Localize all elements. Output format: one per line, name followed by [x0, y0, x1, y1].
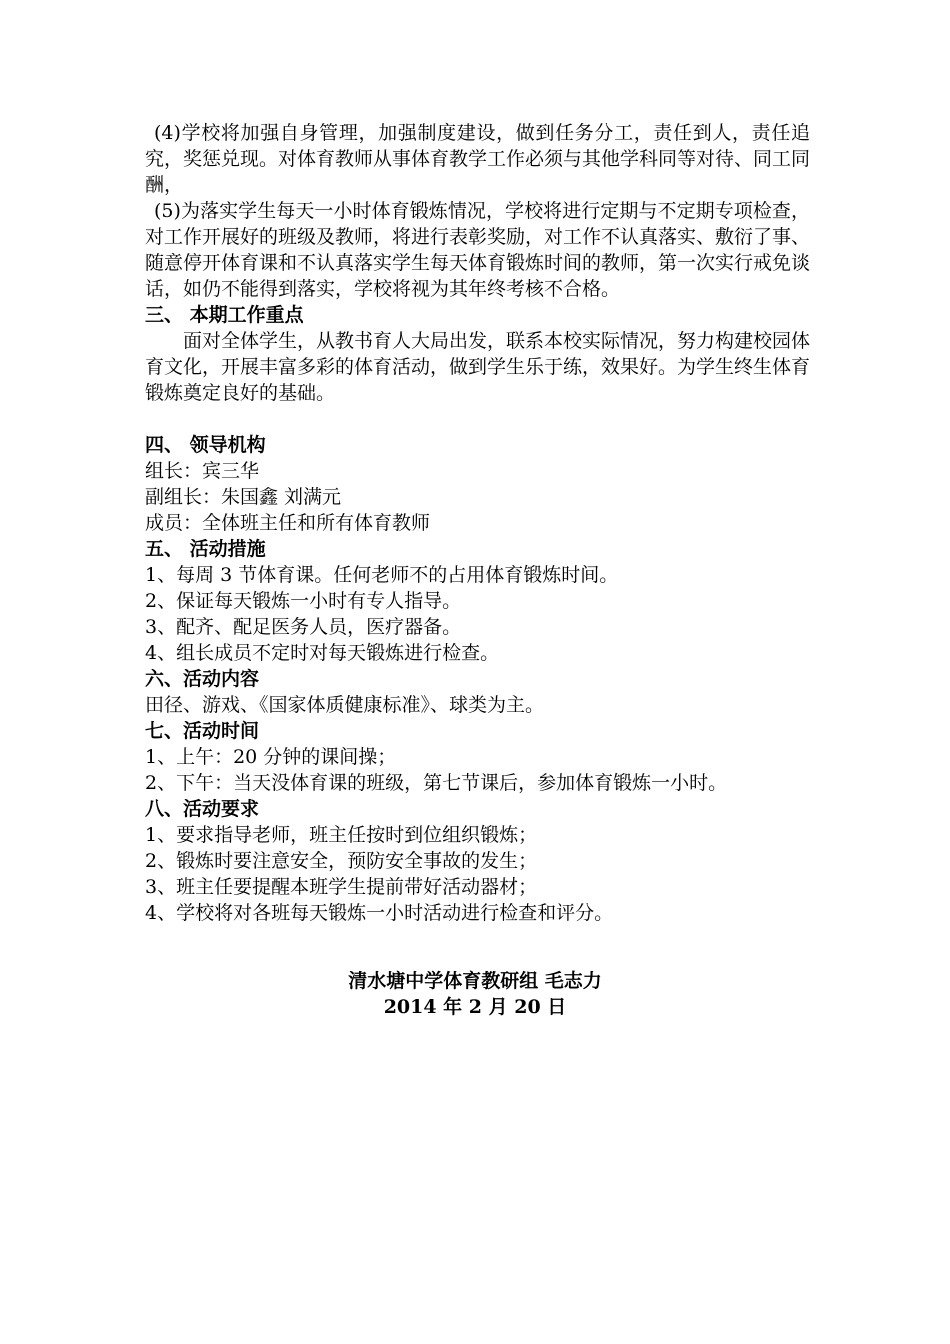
- section-4-heading: 四、 领导机构: [145, 434, 266, 456]
- time-item: 2、下午：当天没体育课的班级，第七节课后，参加体育锻炼一小时。: [145, 772, 728, 794]
- signature-block: [0, 968, 950, 1020]
- requirement-item: 3、班主任要提醒本班学生提前带好活动器材；: [145, 876, 538, 898]
- signature-author: 清水塘中学体育教研组 毛志力: [348, 970, 602, 992]
- requirement-item: 1、要求指导老师，班主任按时到位组织锻炼；: [145, 824, 538, 846]
- requirement-item: 4、学校将对各班每天锻炼一小时活动进行检查和评分。: [145, 902, 614, 924]
- section-5-heading: 五、 活动措施: [145, 538, 266, 560]
- deputy-leader-line: 副组长：朱国鑫 刘满元: [145, 486, 342, 508]
- measure-item: 3、配齐、配足医务人员，医疗器备。: [145, 616, 462, 638]
- section-3-heading: 三、 本期工作重点: [145, 304, 304, 326]
- blank-line: [145, 406, 810, 432]
- section-7-heading: 七、活动时间: [145, 720, 260, 742]
- members-line: 成员：全体班主任和所有体育教师: [145, 512, 431, 534]
- measure-item: 1、每周 3 节体育课。任何老师不的占用体育锻炼时间。: [145, 564, 619, 586]
- content-item: 田径、游戏、《国家体质健康标准》、球类为主。: [145, 694, 545, 716]
- measure-item: 4、组长成员不定时对每天锻炼进行检查。: [145, 642, 500, 664]
- requirement-item: 2、锻炼时要注意安全，预防安全事故的发生；: [145, 850, 538, 872]
- signature-date: 2014 年 2 月 20 日: [383, 996, 567, 1018]
- paragraph-item-5: (5)为落实学生每天一小时体育锻炼情况，学校将进行定期与不定期专项检查，对工作开展好的班级及教师，将进行表彰奖励，对工作不认真落实、敷衍了事、随意停开体育课和不认真落实学生每天体育锻炼时间的教师，第一次实行戒免谈话，如仍不能得到落实，学校将视为其年终考核不合格。: [145, 200, 811, 300]
- leader-line: 组长：宾三华: [145, 460, 260, 482]
- section-8-heading: 八、活动要求: [145, 798, 260, 820]
- measure-item: 2、保证每天锻炼一小时有专人指导。: [145, 590, 462, 612]
- time-item: 1、上午：20 分钟的课间操；: [145, 746, 397, 768]
- paragraph-item-4: (4)学校将加强自身管理，加强制度建设，做到任务分工，责任到人，责任追究，奖惩兑现。对体育教师从事体育教学工作必须与其他学科同等对待、同工同酬，: [145, 122, 811, 196]
- section-3-body: 面对全体学生，从教书育人大局出发，联系本校实际情况，努力构建校园体育文化，开展丰富多彩的体育活动，做到学生乐于练，效果好。为学生终生体育锻炼奠定良好的基础。: [145, 330, 811, 404]
- document-body: [145, 120, 810, 926]
- section-6-heading: 六、活动内容: [145, 668, 260, 690]
